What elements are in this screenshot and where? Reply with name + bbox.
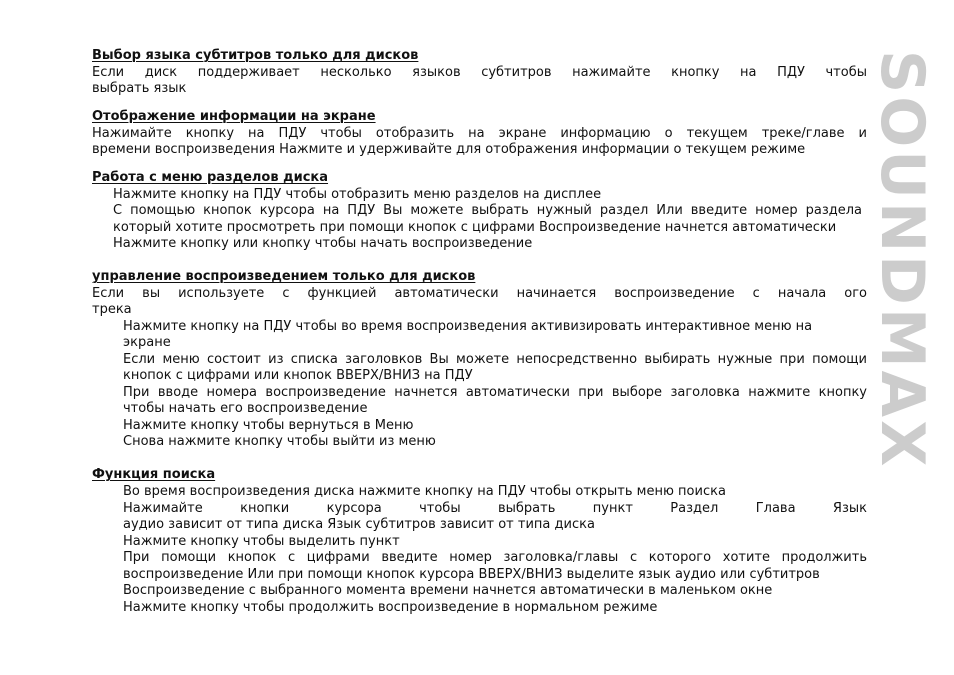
search-line: воспроизведение Или при помощи кнопок курсора ВВЕРХ/ВНИЗ выделите язык аудио или субтитров — [123, 567, 820, 582]
pbc-line: кнопок с цифрами или кнопок ВВЕРХ/ВНИЗ на ПДУ — [123, 368, 473, 383]
search-line: Нажимайте кнопки курсора чтобы выбрать пункт Раздел Глава Язык — [123, 501, 867, 516]
pbc-line: Если меню состоит из списка заголовков Вы можете непосредственно выбирать нужные при помощи — [123, 352, 867, 367]
search-line: Нажмите кнопку чтобы выделить пункт — [123, 534, 400, 549]
heading-display: Отображение информации на экране — [92, 109, 376, 124]
pbc-line: Нажмите кнопку чтобы вернуться в Меню — [123, 418, 414, 433]
search-line: Нажмите кнопку чтобы продолжить воспроизведение в нормальном режиме — [123, 600, 658, 615]
display-line: Нажимайте кнопку на ПДУ чтобы отобразить на экране информацию о текущем треке/главе и — [92, 126, 867, 141]
subtitles-line: Если диск поддерживает несколько языков субтитров нажимайте кнопку на ПДУ чтобы — [92, 65, 867, 80]
heading-pbc: управление воспроизведением только для дисков — [92, 269, 476, 284]
chapters-line: Нажмите кнопку или кнопку чтобы начать воспроизведение — [113, 236, 533, 251]
search-line: При помощи кнопок с цифрами введите номер заголовка/главы с которого хотите продолжить — [123, 550, 867, 565]
heading-subtitles: Выбор языка субтитров только для дисков — [92, 48, 419, 63]
pbc-line: Нажмите кнопку на ПДУ чтобы во время воспроизведения активизировать интерактивное меню на — [123, 319, 813, 334]
search-line: аудио зависит от типа диска Язык субтитров зависит от типа диска — [123, 517, 595, 532]
pbc-line: трека — [92, 302, 132, 317]
pbc-line: чтобы начать его воспроизведение — [123, 401, 368, 416]
heading-search: Функция поиска — [92, 467, 216, 482]
chapters-line: который хотите просмотреть при помощи кнопок с цифрами Воспроизведение начнется автоматически — [113, 220, 837, 235]
brand-watermark-text: SOUNDMAX — [867, 50, 937, 470]
heading-chapters: Работа с меню разделов диска — [92, 170, 329, 185]
search-line: Воспроизведение с выбранного момента времени начнется автоматически в маленьком окне — [123, 583, 773, 598]
chapters-line: С помощью кнопок курсора на ПДУ Вы можете выбрать нужный раздел Или введите номер раздела — [113, 203, 862, 218]
pbc-line: При вводе номера воспроизведение начнется автоматически при выборе заголовка нажмите кнопку — [123, 385, 867, 400]
pbc-line: экране — [123, 335, 171, 350]
pbc-line: Снова нажмите кнопку чтобы выйти из меню — [123, 434, 436, 449]
subtitles-line: выбрать язык — [92, 81, 187, 96]
pbc-line: Если вы используете с функцией автоматически начинается воспроизведение с начала ого — [92, 286, 867, 301]
display-line: времени воспроизведения Нажмите и удерживайте для отображения информации о текущем режиме — [92, 142, 806, 157]
chapters-line: Нажмите кнопку на ПДУ чтобы отобразить меню разделов на дисплее — [113, 187, 602, 202]
search-line: Во время воспроизведения диска нажмите кнопку на ПДУ чтобы открыть меню поиска — [123, 484, 726, 499]
